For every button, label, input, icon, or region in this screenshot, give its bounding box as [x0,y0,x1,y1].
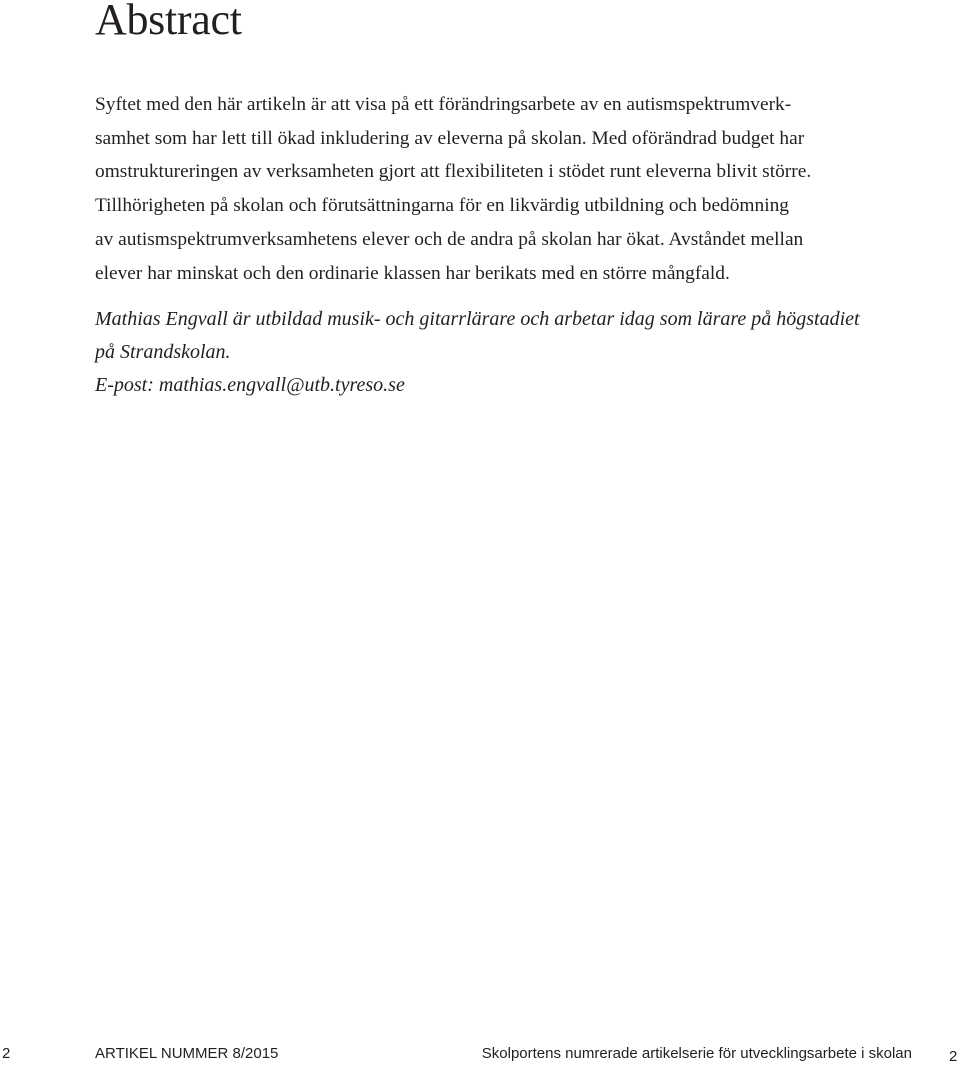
footer-page-number-right: 2 [949,1048,958,1065]
abstract-paragraph: Syftet med den här artikeln är att visa på ett förändringsarbete av en autismspektrumverk- samhet som har lett till ökad inkludering av eleverna på skolan. Med oförändrad budget har omstruktureringen av verksamheten gjort att flexibiliteten i stödet runt eleverna blivit större. Tillhörigheten på skolan och förutsättningarna för en likvärdig utbildning och bedömning av autismspektrumverksamhetens elever och de andra på skolan har ökat. Avståndet mellan elever har minskat och den ordinarie klassen har berikats med en större mångfald. [95,94,812,284]
author-email: E-post: mathias.engvall@utb.tyreso.se [95,374,405,396]
page-heading: Abstract [95,0,242,44]
footer-page-number-left: 2 [2,1045,11,1062]
footer-article-label: ARTIKEL NUMMER 8/2015 [95,1045,279,1062]
author-bio: Mathias Engvall är utbildad musik- och gitarrlärare och arbetar idag som lärare på högstadiet på Strandskolan. [95,308,860,363]
footer-series-title: Skolportens numrerade artikelserie för utvecklingsarbete i skolan [481,1045,912,1062]
